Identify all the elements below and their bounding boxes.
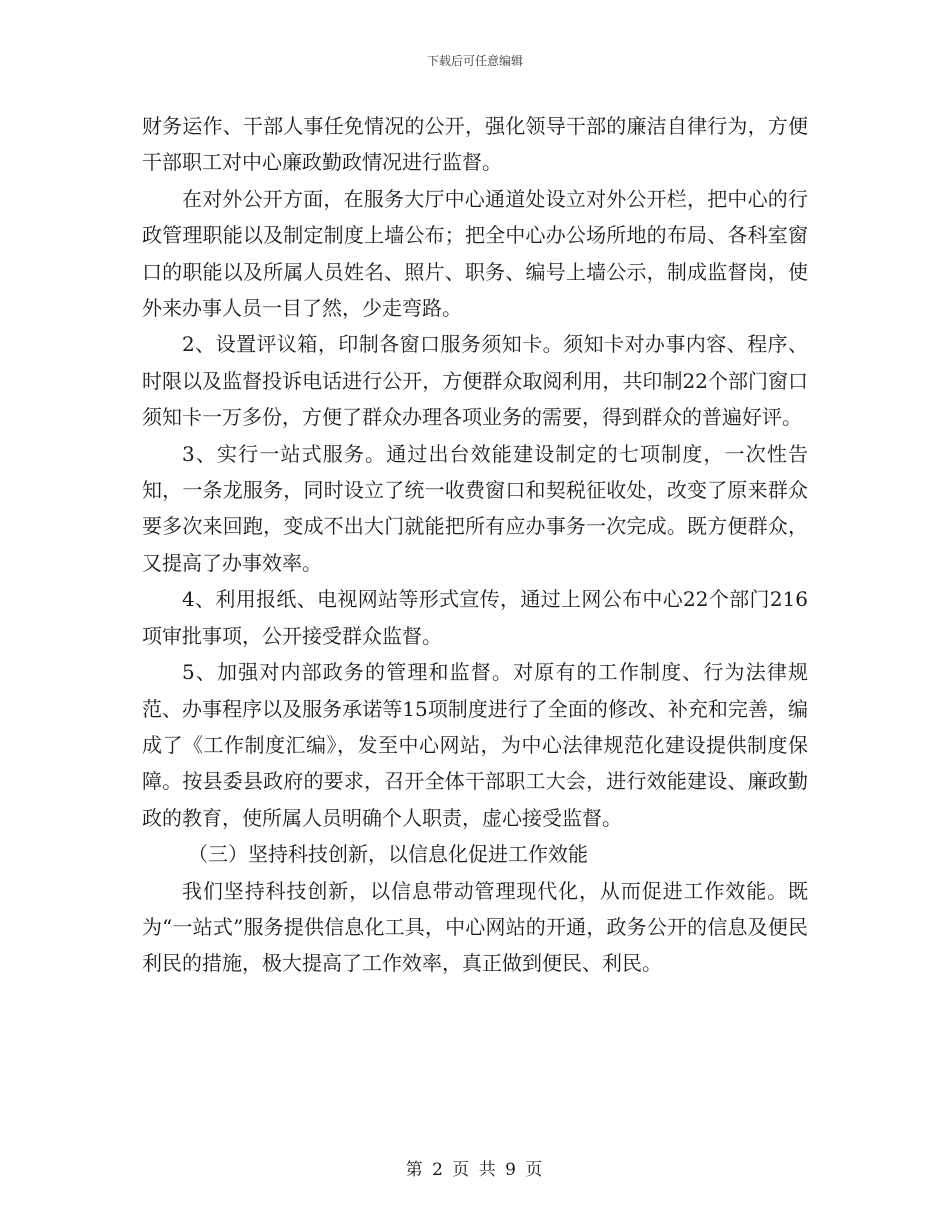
page-number-footer: 第 2 页 共 9 页: [405, 1160, 545, 1180]
document-body: [142, 108, 808, 982]
paragraph-continuation: 财务运作、干部人事任免情况的公开，强化领导干部的廉洁自律行为，方便干部职工对中心廉政勤政情况进行监督。: [142, 114, 808, 175]
paragraph-item-4: 4、利用报纸、电视网站等形式宣传，通过上网公布中心22个部门216项审批事项，公开接受群众监督。: [142, 587, 808, 648]
paragraph-tech-innovation: 我们坚持科技创新，以信息带动管理现代化，从而促进工作效能。既为“一站式”服务提供信息化工具，中心网站的开通，政务公开的信息及便民利民的措施，极大提高了工作效率，真正做到便民、利民。: [142, 878, 808, 976]
section-heading: （三）坚持科技创新，以信息化促进工作效能: [188, 842, 588, 867]
paragraph-item-2: 2、设置评议箱，印制各窗口服务须知卡。须知卡对办事内容、程序、时限以及监督投诉电话进行公开，方便群众取阅利用，共印制22个部门窗口须知卡一万多份，方便了群众办理各项业务的需要，得到群众的普遍好评。: [142, 332, 808, 430]
paragraph-item-3: 3、实行一站式服务。通过出台效能建设制定的七项制度，一次性告知，一条龙服务，同时设立了统一收费窗口和契税征收处，改变了原来群众要多次来回跑，变成不出大门就能把所有应办事务一次完成。既方便群众，又提高了办事效率。: [142, 441, 808, 575]
paragraph-item-5: 5、加强对内部政务的管理和监督。对原有的工作制度、行为法律规范、办事程序以及服务承诺等15项制度进行了全面的修改、补充和完善，编成了《工作制度汇编》，发至中心网站，为中心法律规范化建设提供制度保障。按县委县政府的要求，召开全体干部职工大会，进行效能建设、廉政勤政的教育，使所属人员明确个人职责，虚心接受监督。: [142, 660, 808, 830]
paragraph-public-disclosure: 在对外公开方面，在服务大厅中心通道处设立对外公开栏，把中心的行政管理职能以及制定制度上墙公布；把全中心办公场所地的布局、各科室窗口的职能以及所属人员姓名、照片、职务、编号上墙公示，制成监督岗，使外来办事人员一目了然，少走弯路。: [142, 186, 808, 321]
page-header-note: 下载后可任意编辑: [426, 54, 523, 68]
